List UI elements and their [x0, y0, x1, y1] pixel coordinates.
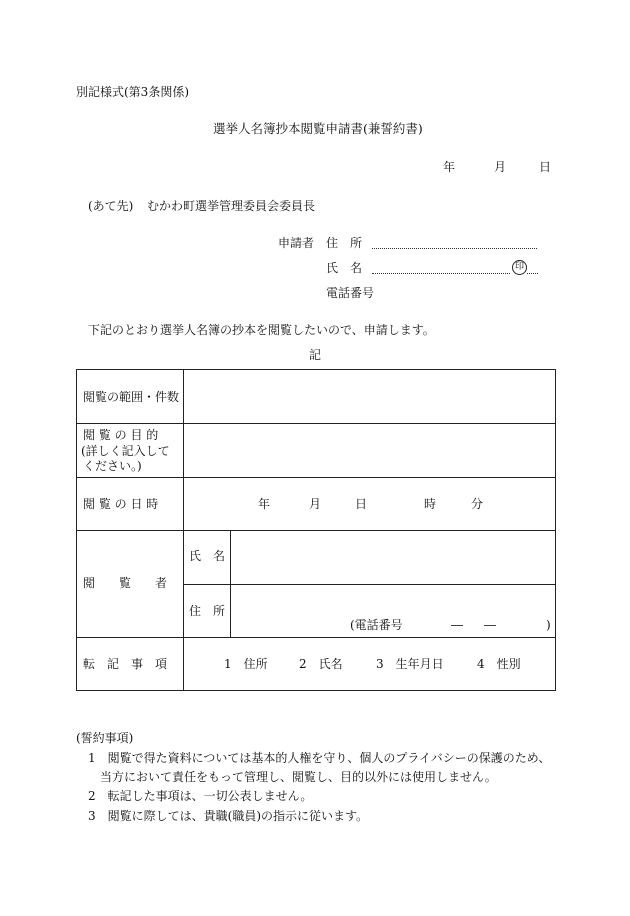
applicant-name-line[interactable]: [372, 273, 510, 274]
viewer-phone-open: (電話番号: [350, 618, 403, 632]
date-year-unit: 年: [443, 160, 456, 174]
date-month-unit: 月: [494, 160, 507, 174]
transcribe-item-birthdate[interactable]: 3 生年月日: [376, 657, 444, 671]
applicant-phone-label: 電話番号: [326, 286, 375, 300]
transcribe-item-address[interactable]: 1 住所: [224, 657, 268, 671]
purpose-note-line1: (詳しく記入して: [81, 444, 170, 458]
transcribe-item-sex[interactable]: 4 性別: [477, 657, 521, 671]
purpose-field[interactable]: [185, 425, 554, 476]
pledge-heading: (誓約事項): [76, 731, 134, 745]
datetime-hour-unit: 時: [424, 497, 437, 511]
viewer-label: 閲 覧 者: [83, 576, 168, 590]
purpose-note-line2: ください。): [83, 459, 142, 473]
transcribe-label: 転 記 事 項: [83, 657, 168, 671]
addressee-prefix: (あて先): [88, 199, 134, 213]
date-day-unit: 日: [539, 160, 552, 174]
pledge-item-1-line1: 1 閲覧で得た資料については基本的人権を守り、個人のプライバシーの保護のため、: [88, 751, 551, 765]
datetime-year-unit: 年: [258, 497, 271, 511]
datetime-field[interactable]: [185, 478, 554, 529]
form-reference: 別記様式(第3条関係): [76, 85, 189, 99]
applicant-label: 申請者: [278, 236, 315, 250]
viewer-address-field[interactable]: [232, 585, 554, 636]
column-divider: [183, 370, 184, 690]
intro-text: 下記のとおり選挙人名簿の抄本を閲覧したいので、申請します。: [88, 323, 435, 337]
application-table: [76, 369, 556, 691]
datetime-minute-unit: 分: [471, 497, 484, 511]
row-divider: [77, 637, 555, 638]
row-divider: [77, 423, 555, 424]
viewer-phone-dash: ―: [484, 618, 496, 632]
datetime-day-unit: 日: [355, 497, 368, 511]
seal-mark: 印: [512, 260, 527, 275]
datetime-label: 閲 覧 の 日 時: [83, 497, 159, 511]
document-title: 選挙人名簿抄本閲覧申請書(兼誓約書): [213, 121, 423, 136]
viewer-phone-close: ): [546, 618, 551, 632]
viewer-phone-dash: ―: [451, 618, 463, 632]
viewer-name-label: 氏 名: [189, 549, 226, 563]
applicant-address-label: 住 所: [326, 236, 363, 250]
pledge-item-3: 3 閲覧に際しては、貴職(職員)の指示に従います。: [88, 809, 369, 823]
transcribe-item-name[interactable]: 2 氏名: [299, 657, 343, 671]
applicant-name-line-end: [527, 273, 538, 274]
pledge-item-2: 2 転記した事項は、一切公表しません。: [88, 789, 313, 803]
applicant-address-line[interactable]: [372, 248, 537, 249]
row-divider: [77, 530, 555, 531]
viewer-name-field[interactable]: [232, 532, 554, 583]
addressee: むかわ町選挙管理委員会委員長: [147, 199, 316, 213]
applicant-name-label: 氏 名: [326, 261, 363, 275]
purpose-label: 閲 覧 の 目 的: [83, 428, 159, 442]
range-field[interactable]: [185, 371, 554, 422]
pledge-item-1-line2: 当方において責任をもって管理し、閲覧し、目的以外には使用しません。: [100, 770, 497, 784]
viewer-address-label: 住 所: [189, 604, 226, 618]
ki-mark: 記: [309, 348, 322, 362]
datetime-month-unit: 月: [309, 497, 322, 511]
column-divider: [230, 530, 231, 637]
range-label: 閲覧の範囲・件数: [83, 390, 180, 404]
